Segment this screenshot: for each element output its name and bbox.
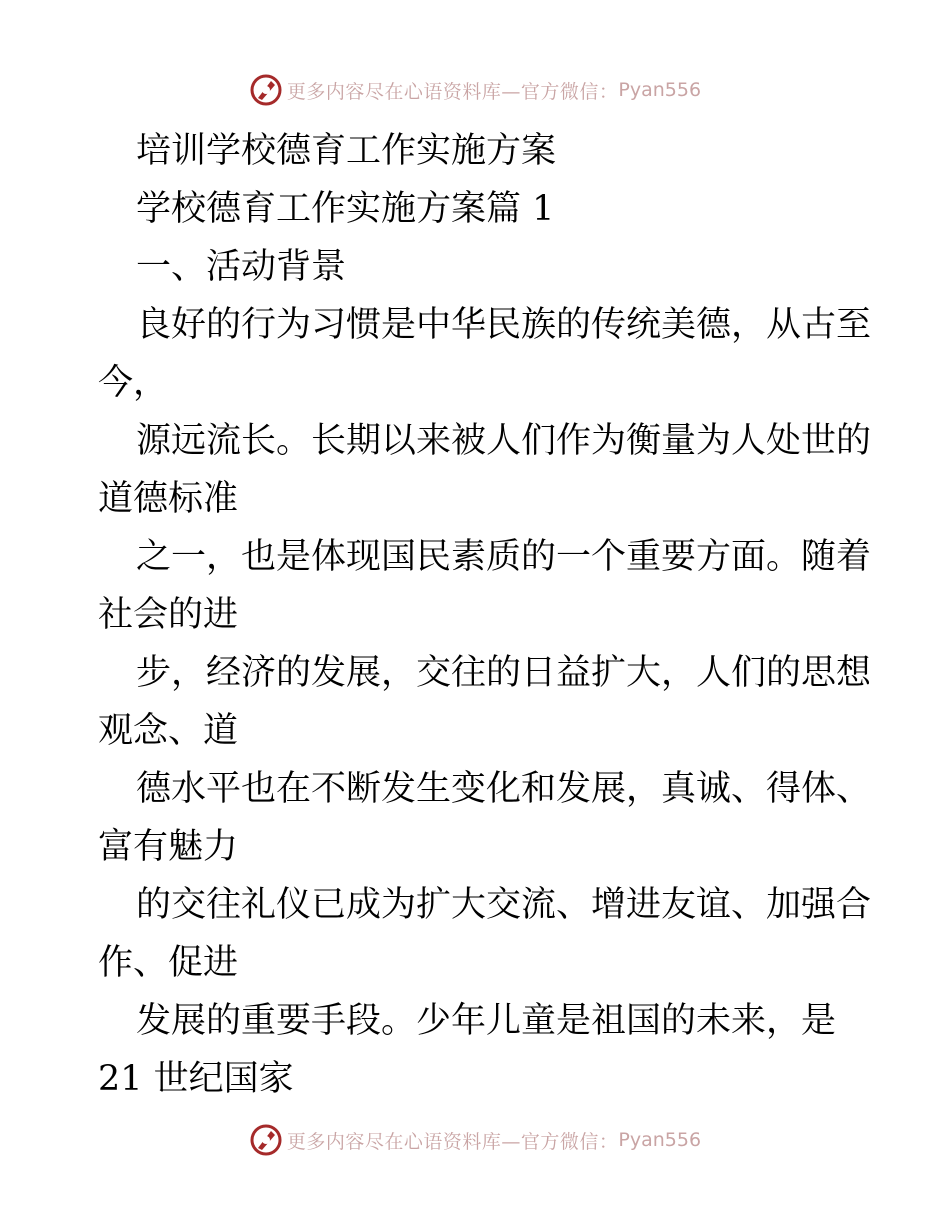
- document-title: 培训学校德育工作实施方案: [136, 131, 557, 171]
- paragraph-line: 之一，也是体现国民素质的一个重要方面。随着: [136, 537, 872, 577]
- paragraph-line: 的交往礼仪已成为扩大交流、增进友谊、加强合: [136, 885, 872, 925]
- paragraph-line: 发展的重要手段。少年儿童是祖国的未来，是: [136, 1001, 837, 1041]
- paragraph-line: 21 世纪国家: [98, 1059, 294, 1099]
- paragraph-line: 富有魅力: [98, 827, 239, 867]
- watermark-banner-bottom: [0, 1120, 950, 1160]
- watermark-text: 更多内容尽在心语资料库—官方微信：: [286, 1130, 619, 1153]
- paragraph-line: 步，经济的发展，交往的日益扩大，人们的思想: [136, 653, 872, 693]
- watermark-wechat-id: Pyan556: [618, 1129, 702, 1151]
- paragraph-line: 德水平也在不断发生变化和发展，真诚、得体、: [136, 769, 872, 809]
- watermark-wechat-id: Pyan556: [618, 79, 702, 101]
- watermark-banner-top: [0, 70, 950, 110]
- watermark-text: 更多内容尽在心语资料库—官方微信：: [286, 80, 619, 103]
- paragraph-line: 今，: [98, 363, 169, 403]
- paragraph-line: 良好的行为习惯是中华民族的传统美德，从古至: [136, 305, 872, 345]
- paragraph-line: 观念、道: [98, 711, 239, 751]
- section-heading: 一、活动背景: [136, 247, 347, 287]
- red-pen-logo-icon: [249, 73, 283, 107]
- document-body: [98, 122, 872, 1108]
- red-pen-logo-icon: [249, 1123, 283, 1157]
- paragraph-line: 道德标准: [98, 479, 239, 519]
- paragraph-line: 社会的进: [98, 595, 239, 635]
- paragraph-line: 源远流长。长期以来被人们作为衡量为人处世的: [136, 421, 872, 461]
- paragraph-line: 作、促进: [98, 943, 239, 983]
- document-subtitle: 学校德育工作实施方案篇 1: [136, 189, 555, 229]
